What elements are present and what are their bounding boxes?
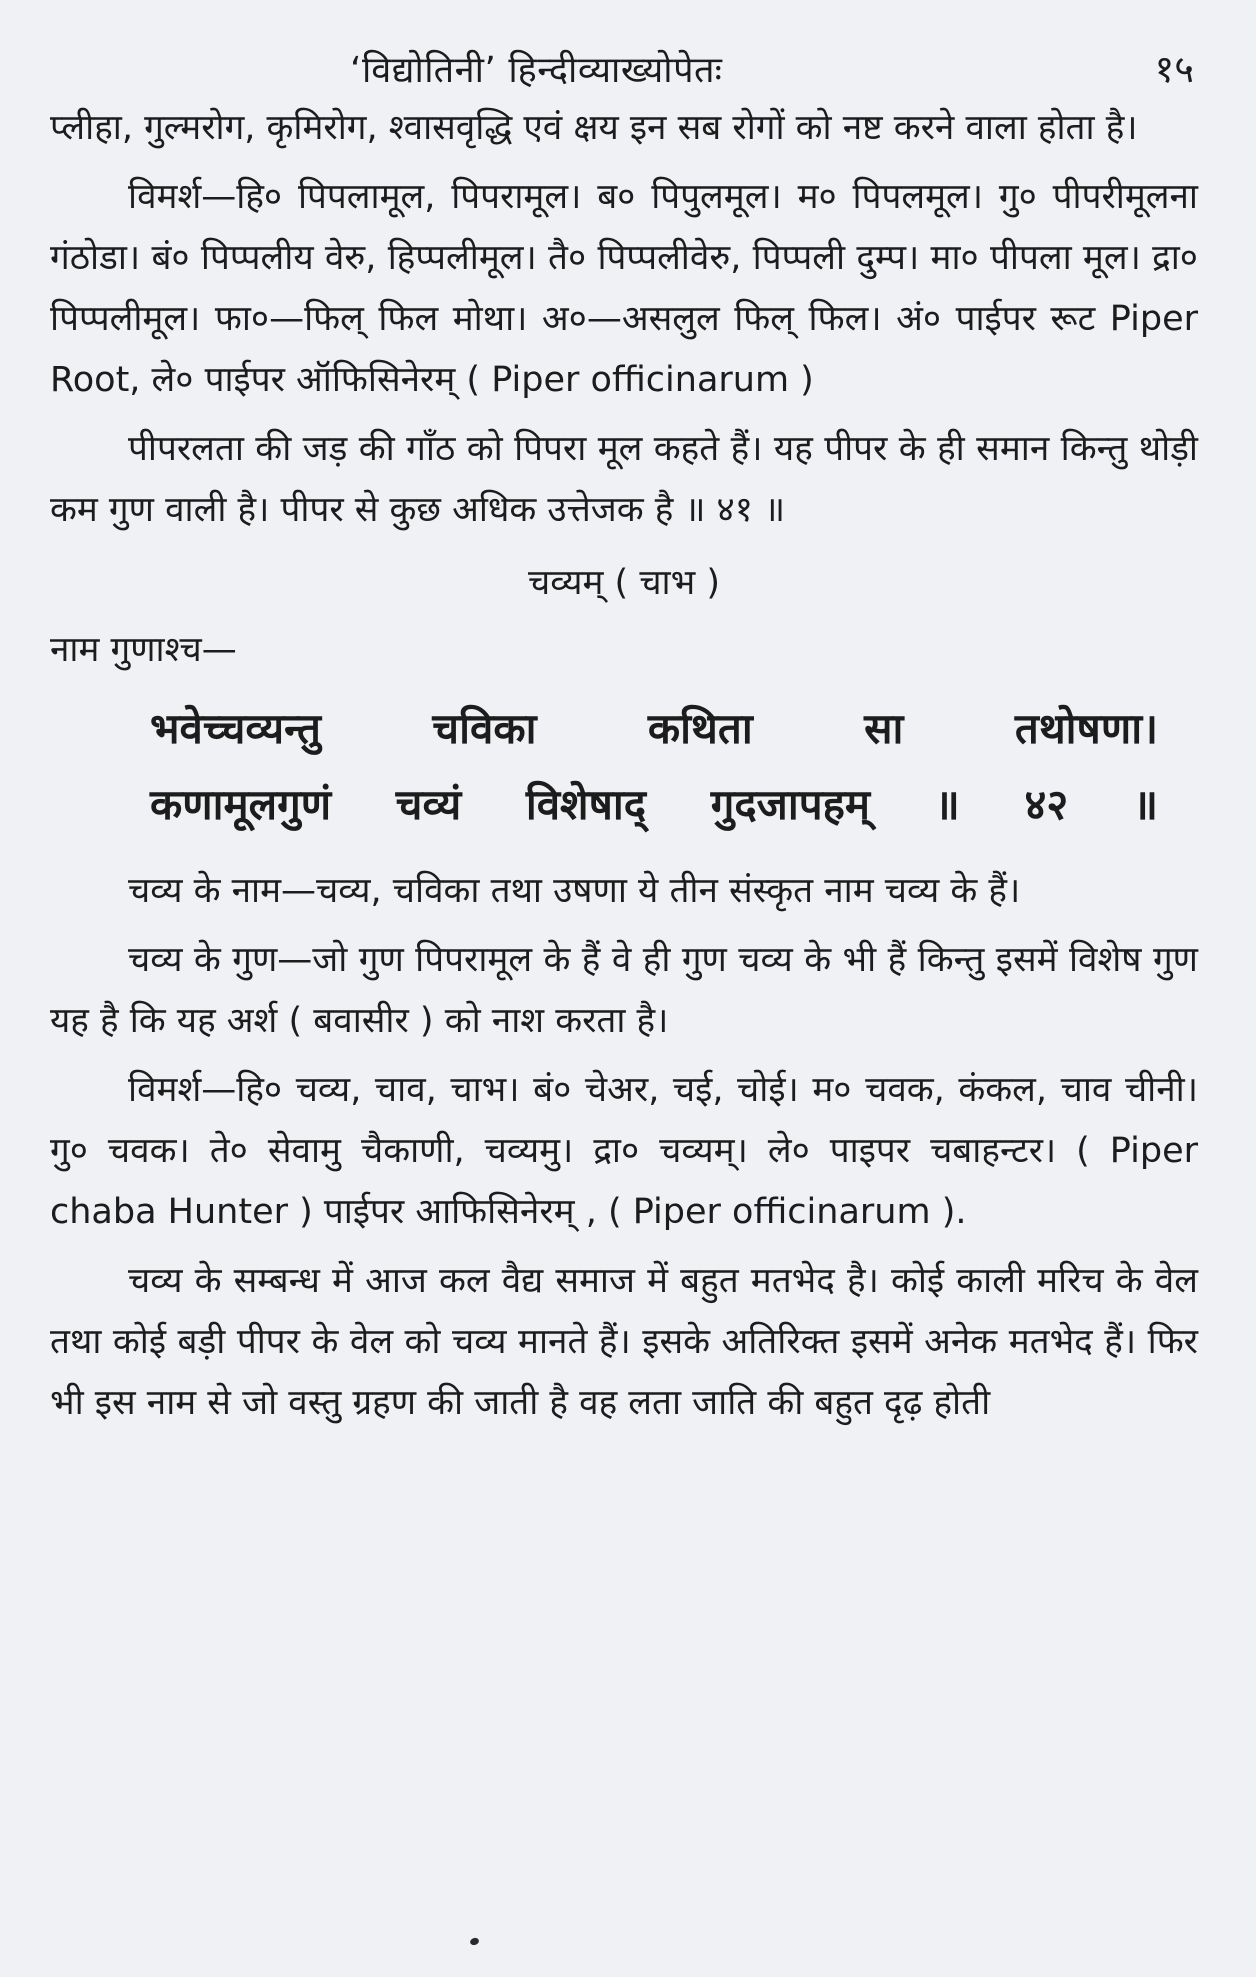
paragraph-chavya-opinions: चव्य के सम्बन्ध में आज कल वैद्य समाज में बहुत मतभेद है। कोई काली मरिच के वेल तथा कोई बड़ी पीपर के वेल को चव्य मानते हैं। इसके अतिरिक्त इसमें अनेक मतभेद हैं। फिर भी इस नाम से जो वस्तु ग्रहण की जाती है वह लता जाति की बहुत दृढ़ होती	[50, 1261, 1198, 1423]
verse-label: नाम गुणाश्च—	[50, 630, 237, 670]
section-title: चव्यम् ( चाभ )	[527, 563, 720, 603]
running-title: ‘विद्योतिनी’ हिन्दीव्याख्योपेतः	[350, 49, 723, 91]
paragraph-continued: प्लीहा, गुल्मरोग, कृमिरोग, श्वासवृद्धि एवं क्षय इन सब रोगों को नष्ट करने वाला होता है।	[50, 108, 1138, 148]
running-header	[50, 38, 1198, 98]
paragraph-vimarsha-chavya: विमर्श—हि० चव्य, चाव, चाभ। बं० चेअर, चई, चोई। म० चवक, कंकल, चाव चीनी। गु० चवक। ते० सेवामु चैकाणी, चव्यमु। द्रा० चव्यम्। ले० पाइपर चबाहन्टर। ( Piper chaba Hunter ) पाईपर आफिसिनेरम् , ( Piper officinarum ).	[50, 1070, 1198, 1232]
paragraph-chavya-names: चव्य के नाम—चव्य, चविका तथा उषणा ये तीन संस्कृत नाम चव्य के हैं।	[128, 871, 1021, 911]
verse-line-2: कणामूलगुणं चव्यं विशेषाद् गुदजापहम् ॥ ४२ ॥	[150, 780, 1158, 829]
sanskrit-verse	[50, 691, 1198, 843]
page-number: १५	[1154, 47, 1194, 91]
ink-speck	[469, 1937, 480, 1947]
paragraph-chavya-properties: चव्य के गुण—जो गुण पिपरामूल के हैं वे ही गुण चव्य के भी हैं किन्तु इसमें विशेष गुण यह है कि यह अर्श ( बवासीर ) को नाश करता है।	[50, 940, 1198, 1041]
paragraph-vimarsha-pipramool: विमर्श—हि० पिपलामूल, पिपरामूल। ब० पिपुलमूल। म० पिपलमूल। गु० पीपरीमूलना गंठोडा। बं० पिप्पलीय वेरु, हिप्पलीमूल। तै० पिप्पलीवेरु, पिप्पली दुम्प। मा० पीपला मूल। द्रा० पिप्पलीमूल। फा०—फिल् फिल मोथा। अ०—असलुल फिल् फिल। अं० पाईपर रूट Piper Root, ले० पाईपर ऑफिसिनेरम् ( Piper officinarum )	[50, 177, 1198, 400]
verse-line-1: भवेच्चव्यन्तु चविका कथिता सा तथोषणा।	[150, 704, 1158, 753]
paragraph-description-pipramool: पीपरलता की जड़ की गाँठ को पिपरा मूल कहते हैं। यह पीपर के ही समान किन्तु थोड़ी कम गुण वाली है। पीपर से कुछ अधिक उत्तेजक है ॥ ४१ ॥	[50, 429, 1198, 530]
